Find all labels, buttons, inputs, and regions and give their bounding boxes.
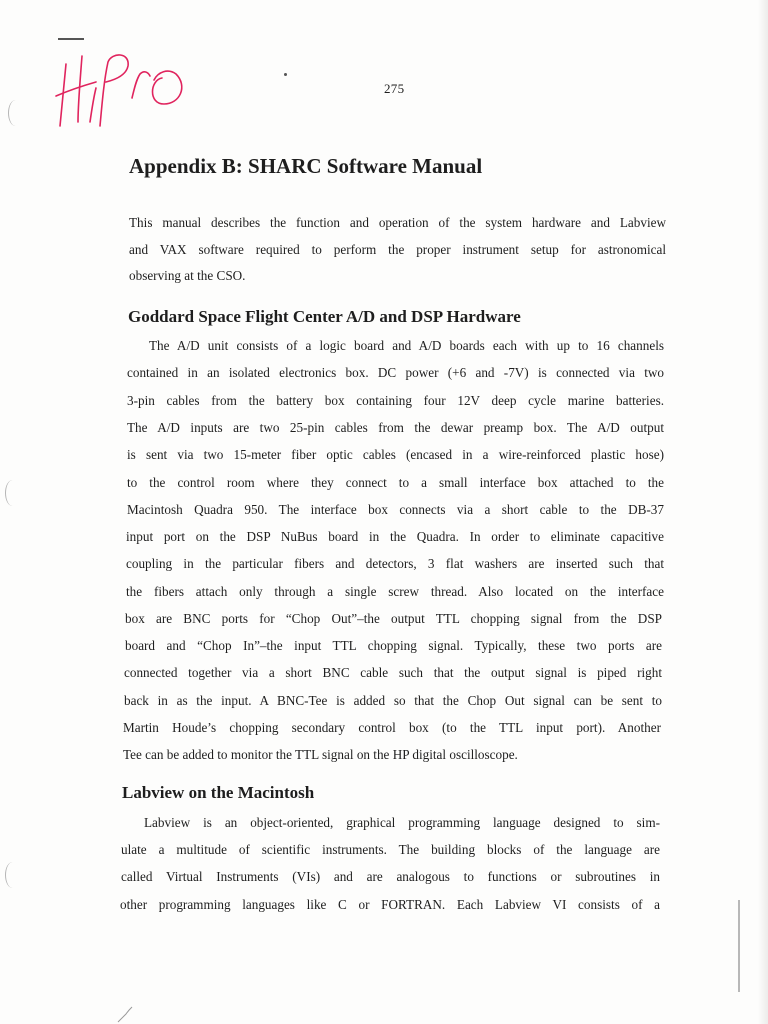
- text-line: is sent via two 15-meter fiber optic cables (encased in a wire-reinforced plastic hose): [127, 447, 664, 462]
- text-line: 3-pin cables from the battery box containing four 12V deep cycle marine batteries.: [127, 393, 664, 408]
- pencil-squiggle: [116, 1004, 136, 1024]
- text-line: This manual describes the function and operation of the system hardware and Labview: [129, 215, 666, 230]
- text-line: box are BNC ports for “Chop Out”–the output TTL chopping signal from the DSP: [125, 611, 662, 626]
- text-line: observing at the CSO.: [129, 268, 246, 283]
- text-line: The A/D inputs are two 25-pin cables from the dewar preamp box. The A/D output: [127, 420, 664, 435]
- text-line: Martin Houde’s chopping secondary control box (to the TTL input port). Another: [123, 720, 661, 735]
- binder-hole-mark: [5, 862, 20, 888]
- text-line: Labview is an object-oriented, graphical programming language designed to sim-: [144, 815, 660, 830]
- margin-rule: [738, 900, 740, 992]
- text-line: the fibers attach only through a single screw thread. Also located on the interface: [126, 584, 664, 599]
- text-line: other programming languages like C or FORTRAN. Each Labview VI consists of a: [120, 897, 660, 912]
- text-line: board and “Chop In”–the input TTL chopping signal. Typically, these two ports are: [125, 638, 662, 653]
- text-line: back in as the input. A BNC-Tee is added so that the Chop Out signal can be sent to: [124, 693, 662, 708]
- scan-dot: [284, 73, 287, 76]
- page-edge-shadow: [758, 0, 768, 1024]
- text-line: to the control room where they connect to a small interface box attached to the: [127, 475, 664, 490]
- text-line: called Virtual Instruments (VIs) and are analogous to functions or subroutines in: [121, 869, 660, 884]
- section-heading-goddard: Goddard Space Flight Center A/D and DSP Hardware: [128, 307, 521, 326]
- text-line: ulate a multitude of scientific instruments. The building blocks of the language are: [121, 842, 660, 857]
- text-line: contained in an isolated electronics box. DC power (+6 and -7V) is connected via two: [127, 365, 664, 380]
- binder-hole-mark: [5, 480, 20, 506]
- text-line: The A/D unit consists of a logic board and A/D boards each with up to 16 channels: [149, 338, 664, 353]
- text-line: input port on the DSP NuBus board in the Quadra. In order to eliminate capacitive: [126, 529, 664, 544]
- text-line: Tee can be added to monitor the TTL signal on the HP digital oscilloscope.: [123, 747, 518, 762]
- section-heading-labview: Labview on the Macintosh: [122, 783, 315, 802]
- page-number: 275: [384, 81, 405, 96]
- binder-hole-mark: [8, 100, 23, 126]
- handwritten-stamp: [50, 34, 200, 134]
- appendix-title: Appendix B: SHARC Software Manual: [129, 154, 483, 178]
- text-line: Macintosh Quadra 950. The interface box connects via a short cable to the DB-37: [127, 502, 664, 517]
- text-line: connected together via a short BNC cable such that the output signal is piped right: [124, 665, 662, 680]
- text-line: coupling in the particular fibers and detectors, 3 flat washers are inserted such that: [126, 556, 664, 571]
- text-line: and VAX software required to perform the proper instrument setup for astronomical: [129, 242, 666, 257]
